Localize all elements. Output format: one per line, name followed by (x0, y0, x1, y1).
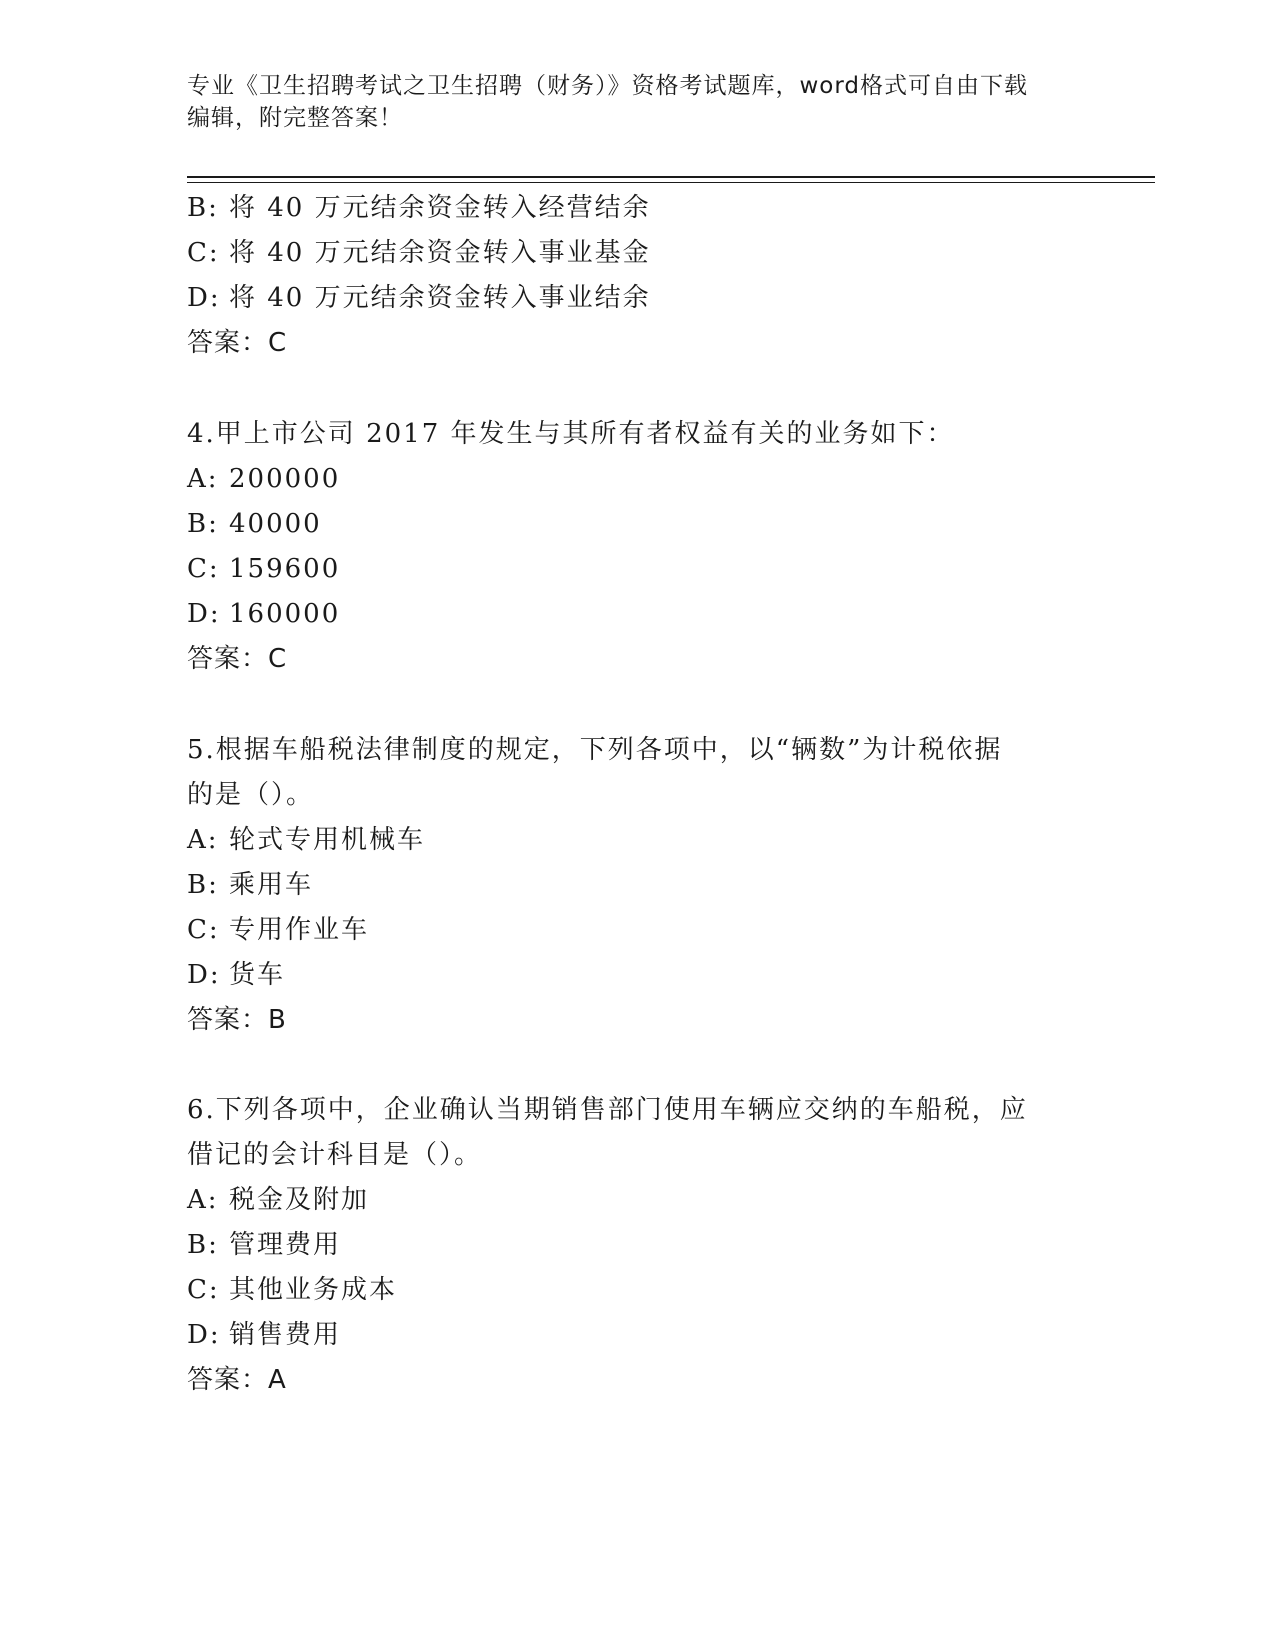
option-text: 乘用车 (229, 870, 314, 900)
option-text: 200000 (229, 464, 341, 494)
option-letter: C: (187, 915, 220, 945)
q3-answer: 答案：C (187, 328, 288, 358)
q5-stem-line-1: 5.根据车船税法律制度的规定，下列各项中，以“辆数”为计税依据 (187, 735, 1003, 765)
q4-option-c (187, 552, 1067, 586)
option-letter: D: (187, 960, 221, 990)
q4-stem: 4.甲上市公司 2017 年发生与其所有者权益有关的业务如下： (187, 419, 955, 449)
option-text: 管理费用 (229, 1230, 342, 1260)
option-letter: A: (187, 825, 219, 855)
q6-answer: 答案：A (187, 1365, 287, 1395)
option-letter: C: (187, 238, 220, 268)
q5-stem-line-2: 的是（）。 (187, 780, 315, 810)
option-text: 160000 (229, 599, 341, 629)
q5-option-b (187, 868, 1067, 902)
q3-option-d (187, 281, 1067, 315)
q3-option-b (187, 191, 1067, 225)
option-letter: C: (187, 1275, 220, 1305)
q4-answer: 答案：C (187, 644, 288, 674)
q4-option-d (187, 597, 1067, 631)
header-divider-thin (187, 182, 1155, 183)
header-divider-thick (187, 176, 1155, 178)
option-text: 将 40 万元结余资金转入经营结余 (229, 193, 651, 223)
q5-answer: 答案：B (187, 1005, 287, 1035)
option-text: 将 40 万元结余资金转入事业基金 (229, 238, 651, 268)
q5-option-a (187, 823, 1067, 857)
option-text: 159600 (229, 554, 341, 584)
option-letter: C: (187, 554, 220, 584)
option-text: 其他业务成本 (229, 1275, 398, 1305)
option-letter: A: (187, 464, 219, 494)
header-line-1: 专业《卫生招聘考试之卫生招聘（财务）》资格考试题库，word格式可自由下载 (187, 73, 1029, 99)
q4-option-b (187, 507, 1067, 541)
option-letter: B: (187, 193, 219, 223)
option-letter: A: (187, 1185, 219, 1215)
q6-option-c (187, 1273, 1067, 1307)
q6-option-d (187, 1318, 1067, 1352)
q5-option-c (187, 913, 1067, 947)
q6-option-b (187, 1228, 1067, 1262)
q6-stem-line-2: 借记的会计科目是（）。 (187, 1140, 483, 1170)
option-text: 轮式专用机械车 (229, 825, 426, 855)
option-text: 40000 (229, 509, 322, 539)
document-header (187, 70, 1087, 134)
q3-option-c (187, 236, 1067, 270)
option-letter: D: (187, 283, 221, 313)
q6-stem-line-1: 6.下列各项中，企业确认当期销售部门使用车辆应交纳的车船税，应 (187, 1095, 1028, 1125)
option-letter: B: (187, 870, 219, 900)
q6-option-a (187, 1183, 1067, 1217)
option-text: 销售费用 (229, 1320, 342, 1350)
option-text: 将 40 万元结余资金转入事业结余 (229, 283, 651, 313)
option-letter: D: (187, 599, 221, 629)
option-text: 税金及附加 (229, 1185, 370, 1215)
option-letter: B: (187, 1230, 219, 1260)
option-text: 货车 (229, 960, 286, 990)
option-letter: D: (187, 1320, 221, 1350)
option-letter: B: (187, 509, 219, 539)
option-text: 专用作业车 (229, 915, 370, 945)
q4-option-a (187, 462, 1067, 496)
header-line-2: 编辑，附完整答案！ (187, 105, 403, 131)
q5-option-d (187, 958, 1067, 992)
